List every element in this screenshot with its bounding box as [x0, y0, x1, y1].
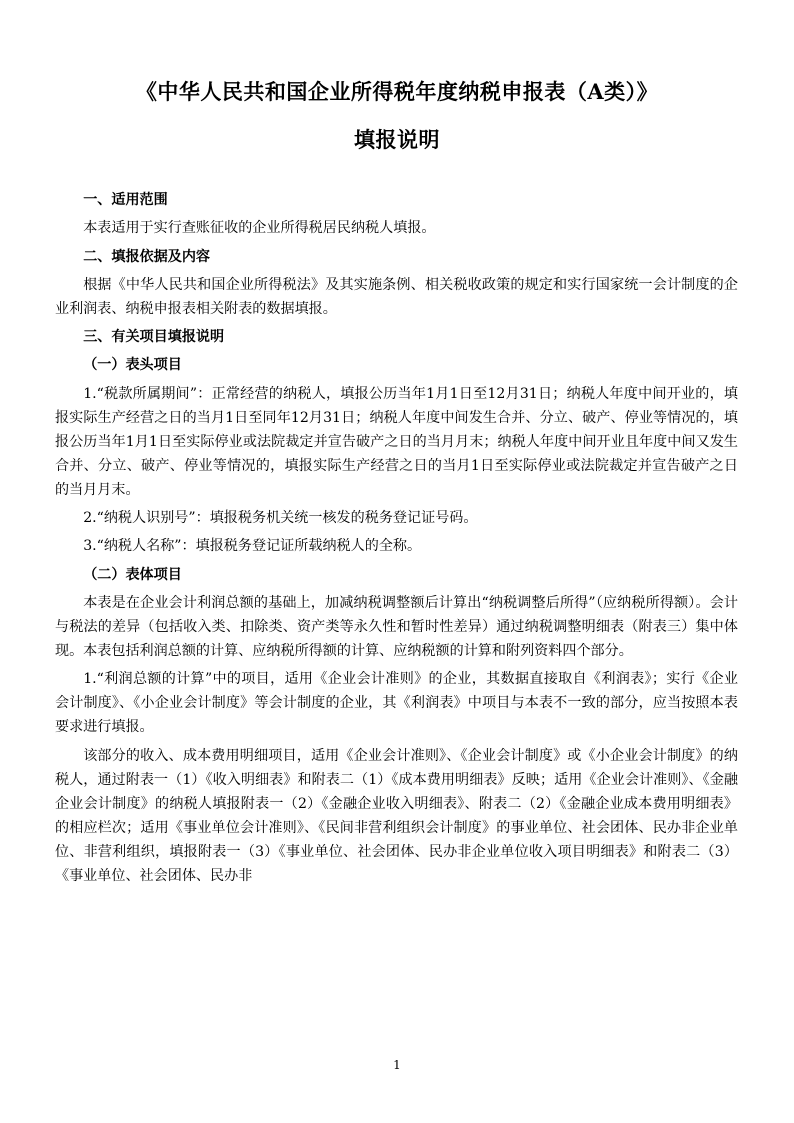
subsection-heading: （一）表头项目	[83, 357, 182, 374]
body-paragraph: 该部分的收入、成本费用明细项目，适用《企业会计准则》、《企业会计制度》或《小企业会计制度》的纳税人，通过附表一（1）《收入明细表》和附表二（1）《成本费用明细表》反映；适用《企业会计准则》、《金融企业会计制度》的纳税人填报附表一（2）《金融企业收入明细表》、附表二（2）《金融企业成本费用明细表》的相应栏次；适用《事业单位会计准则》、《民间非营利组织会计制度》的事业单位、社会团体、民办非企业单位、非营利组织，填报附表一（3）《事业单位、社会团体、民办非企业单位收入项目明细表》和附表二（3）《事业单位、社会团体、民办非	[55, 747, 738, 884]
body-paragraph: 1.“税款所属期间”：正常经营的纳税人，填报公历当年1月1日至12月31日；纳税人年度中间开业的，填报实际生产经营之日的当月1日至同年12月31日；纳税人年度中间发生合并、分立、破产、停业等情况的，填报公历当年1月1日至实际停业或法院裁定并宣告破产之日的当月月末；纳税人年度中间开业且年度中间又发生合并、分立、破产、停业等情况的，填报实际生产经营之日的当月1日至实际停业或法院裁定并宣告破产之日的当月月末。	[55, 385, 738, 498]
subsection-heading: （二）表体项目	[83, 566, 182, 583]
body-paragraph: 3.“纳税人名称”：填报税务登记证所载纳税人的全称。	[83, 538, 422, 555]
body-paragraph: 本表是在企业会计利润总额的基础上，加减纳税调整额后计算出“纳税调整后所得”（应纳税所得额）。会计与税法的差异（包括收入类、扣除类、资产类等永久性和暂时性差异）通过纳税调整明细表（附表三）集中体现。本表包括利润总额的计算、应纳税所得额的计算、应纳税额的计算和附列资料四个部分。	[55, 594, 738, 659]
body-paragraph: 1.“利润总额的计算”中的项目，适用《企业会计准则》的企业，其数据直接取自《利润表》；实行《企业会计制度》、《小企业会计制度》等会计制度的企业，其《利润表》中项目与本表不一致的部分，应当按照本表要求进行填报。	[55, 671, 738, 736]
section-heading: 一、适用范围	[83, 192, 168, 208]
section-heading: 三、有关项目填报说明	[83, 329, 225, 346]
document-subtitle: 填报说明	[354, 127, 440, 152]
section-heading: 二、填报依据及内容	[83, 248, 211, 265]
body-paragraph: 本表适用于实行查账征收的企业所得税居民纳税人填报。	[83, 220, 436, 237]
document-title: 《中华人民共和国企业所得税年度纳税申报表（A类）》	[135, 79, 659, 104]
document-body	[55, 188, 738, 892]
body-paragraph: 根据《中华人民共和国企业所得税法》及其实施条例、相关税收政策的规定和实行国家统一会计制度的企业利润表、纳税申报表相关附表的数据填报。	[55, 276, 738, 317]
page-number: 1	[393, 1058, 401, 1072]
body-paragraph: 2.“纳税人识别号”：填报税务机关统一核发的税务登记证号码。	[83, 510, 478, 527]
